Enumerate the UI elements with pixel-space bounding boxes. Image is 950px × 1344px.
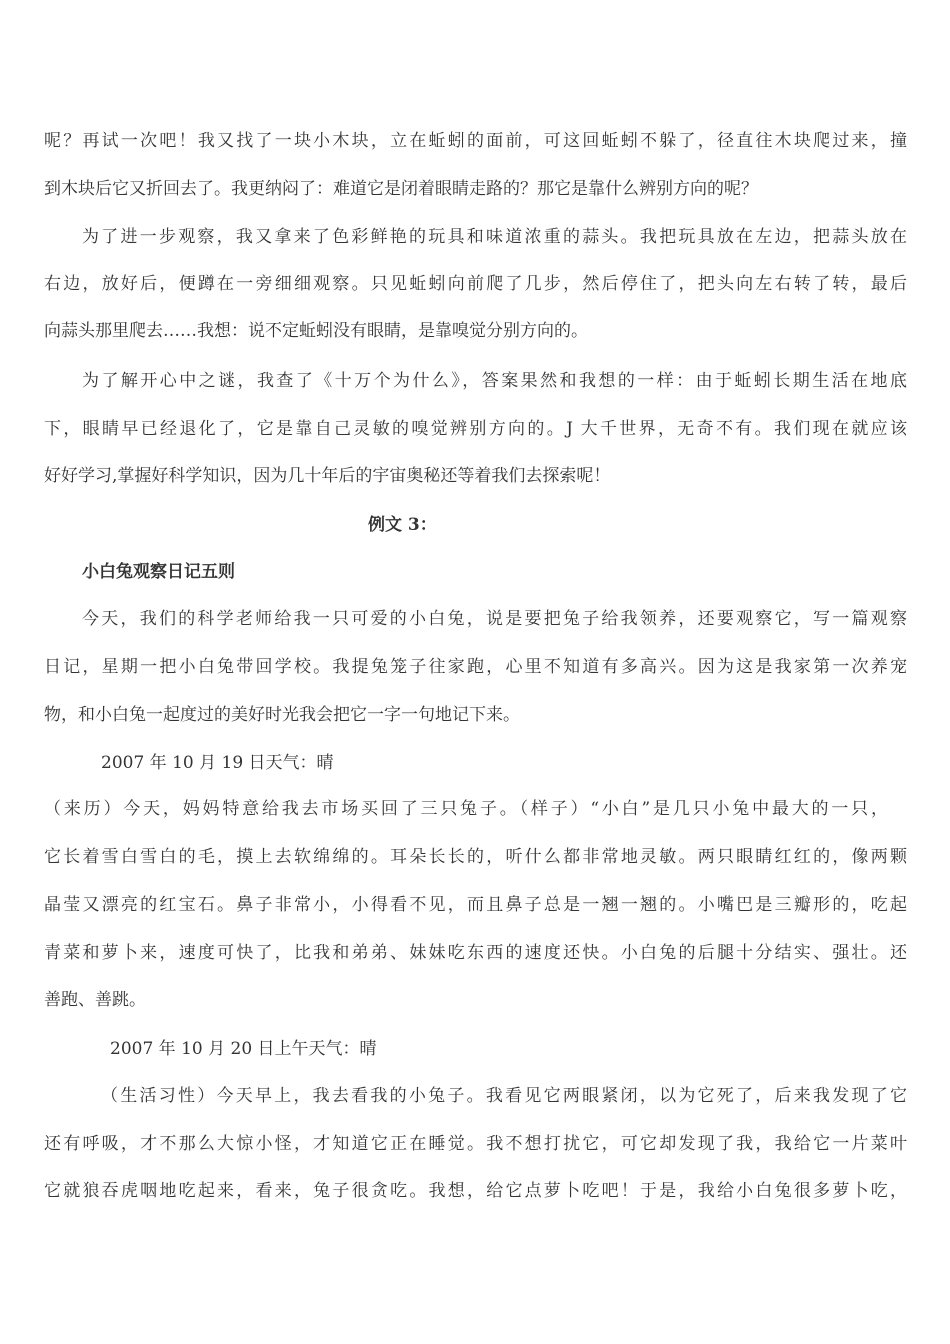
entry-1-line-3: 晶莹又漂亮的红宝石。鼻子非常小，小得看不见，而且鼻子总是一翘一翘的。小嘴巴是三瓣形的，吃起: [44, 895, 907, 915]
entry-2-line-2: 还有呼吸，才不那么大惊小怪，才知道它正在睡觉。我不想打扰它，可它却发现了我，我给它一片菜叶: [44, 1134, 907, 1154]
paragraph-4-line-2: 日记，星期一把小白兔带回学校。我提兔笼子往家跑，心里不知道有多高兴。因为这是我家第一次养宠: [44, 657, 907, 677]
paragraph-3-line-3: 好好学习,掌握好科学知识，因为几十年后的宇宙奥秘还等着我们去探索呢！: [44, 466, 611, 486]
entry-2-date: 2007 年 10 月 20 日上午天气：晴: [110, 1039, 377, 1059]
paragraph-1-line-2: 到木块后它又折回去了。我更纳闷了：难道它是闭着眼睛走路的？那它是靠什么辨别方向的呢？: [44, 179, 758, 199]
paragraph-4-line-1: 今天，我们的科学老师给我一只可爱的小白兔，说是要把兔子给我领养，还要观察它，写一篇观察: [82, 609, 907, 629]
paragraph-3-line-2: 下，眼睛早已经退化了，它是靠自己灵敏的嗅觉辨别方向的。J 大千世界，无奇不有。我们现在就应该: [44, 419, 907, 439]
paragraph-1-line-1: 呢？再试一次吧！我又找了一块小木块，立在蚯蚓的面前，可这回蚯蚓不躲了，径直往木块爬过来，撞: [44, 131, 907, 151]
entry-1-line-4: 青菜和萝卜来，速度可快了，比我和弟弟、妹妹吃东西的速度还快。小白兔的后腿十分结实、强壮。还: [44, 943, 907, 963]
entry-1-line-5: 善跑、善跳。: [44, 990, 146, 1010]
entry-2-line-1: （生活习性）今天早上，我去看我的小兔子。我看见它两眼紧闭，以为它死了，后来我发现了它: [101, 1086, 907, 1106]
paragraph-2-line-3: 向蒜头那里爬去……我想：说不定蚯蚓没有眼睛，是靠嗅觉分别方向的。: [44, 321, 588, 341]
entry-2-line-3: 它就狼吞虎咽地吃起来，看来，兔子很贪吃。我想，给它点萝卜吃吧！于是，我给小白兔很多萝卜吃，: [44, 1181, 907, 1201]
example-heading: 例文 3：: [368, 515, 437, 535]
paragraph-2-line-2: 右边，放好后，便蹲在一旁细细观察。只见蚯蚓向前爬了几步，然后停住了，把头向左右转了转，最后: [44, 274, 907, 294]
entry-1-line-2: 它长着雪白雪白的毛，摸上去软绵绵的。耳朵长长的，听什么都非常地灵敏。两只眼睛红红的，像两颗: [44, 847, 907, 867]
article-title: 小白兔观察日记五则: [82, 562, 235, 582]
paragraph-2-line-1: 为了进一步观察，我又拿来了色彩鲜艳的玩具和味道浓重的蒜头。我把玩具放在左边，把蒜头放在: [82, 227, 907, 247]
entry-1-date: 2007 年 10 月 19 日天气：晴: [101, 753, 334, 773]
paragraph-3-line-1: 为了解开心中之谜，我查了《十万个为什么》，答案果然和我想的一样：由于蚯蚓长期生活在地底: [82, 371, 907, 391]
paragraph-4-line-3: 物，和小白兔一起度过的美好时光我会把它一字一句地记下来。: [44, 705, 520, 725]
entry-1-line-1: （来历）今天，妈妈特意给我去市场买回了三只兔子。（样子）“小白”是几只小兔中最大的一只，: [44, 799, 888, 819]
